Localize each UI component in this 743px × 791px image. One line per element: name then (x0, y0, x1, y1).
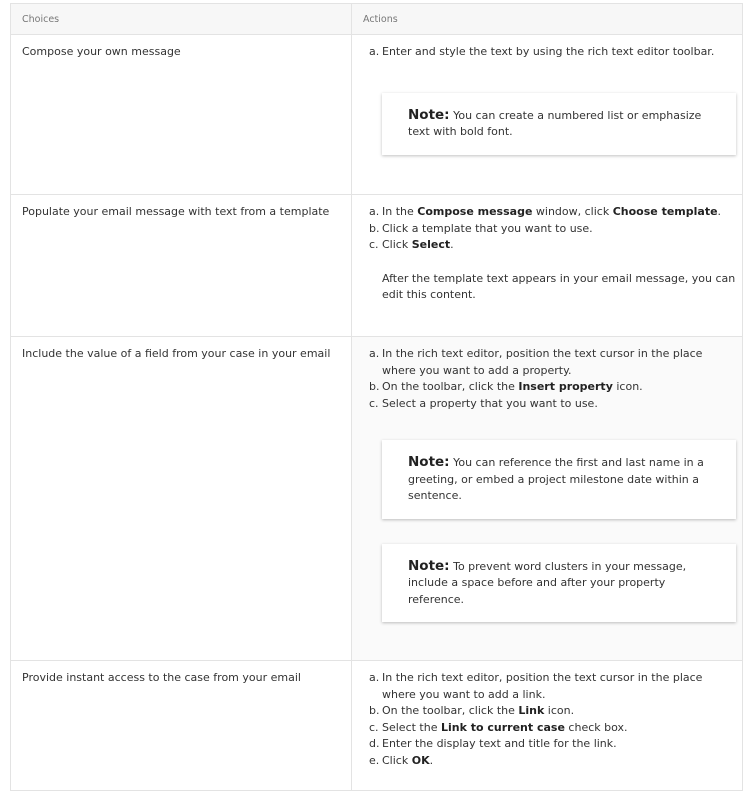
steps-list (369, 44, 736, 61)
note-label: Note: (408, 106, 450, 123)
step-item (369, 753, 736, 770)
note-text: To prevent word clusters in your message, include a space before and after your property reference. (408, 559, 687, 606)
step-marker: d. (369, 737, 380, 750)
step-text: On the toolbar, click the (382, 380, 519, 393)
step-marker: c. (369, 720, 379, 734)
table-row (11, 337, 743, 661)
choice-cell: Compose your own message (11, 35, 352, 195)
step-marker: a. (369, 347, 380, 360)
step-text: window, click (532, 205, 613, 218)
actions-cell (352, 661, 743, 791)
table-row (11, 35, 743, 195)
step-text: icon. (612, 380, 643, 393)
step-item (369, 237, 736, 254)
table-row (11, 195, 743, 337)
step-text: Select a property that you want to use. (382, 396, 598, 410)
step-marker: c. (369, 238, 379, 251)
step-text: . (429, 753, 434, 767)
actions-cell (352, 337, 743, 661)
step-marker: e. (369, 753, 380, 767)
ui-term: Select (411, 238, 451, 251)
note-label: Note: (408, 454, 450, 470)
step-item (369, 736, 736, 753)
step-marker: b. (369, 221, 380, 235)
step-text: check box. (564, 720, 628, 734)
header-actions: Actions (352, 4, 743, 35)
step-marker: b. (369, 380, 380, 393)
ui-term: Insert property (518, 380, 613, 393)
table-row (11, 661, 743, 791)
step-item (369, 346, 736, 379)
ui-term: OK (411, 753, 430, 767)
step-item (369, 379, 736, 396)
step-text: Enter and style the text by using the rich text editor toolbar. (382, 45, 715, 58)
choices-actions-table (10, 3, 743, 791)
actions-cell (352, 195, 743, 337)
step-item (369, 44, 736, 61)
choice-cell: Populate your email message with text from a template (11, 195, 352, 337)
step-text: In the (382, 205, 418, 218)
note-text: You can reference the first and last name in a greeting, or embed a project milestone date within a sentence. (408, 456, 704, 502)
step-text: . (717, 205, 722, 218)
step-text: In the rich text editor, position the text cursor in the place where you want to add a property. (382, 347, 703, 377)
step-marker: b. (369, 704, 380, 717)
step-text: Click (382, 238, 412, 251)
step-item (369, 204, 736, 221)
ui-term: Link (518, 704, 545, 717)
choice-cell: Provide instant access to the case from your email (11, 661, 352, 791)
steps-list (369, 346, 736, 412)
choice-cell: Include the value of a field from your case in your email (11, 337, 352, 661)
step-item (369, 703, 736, 720)
header-choices: Choices (11, 4, 352, 35)
note-box (382, 544, 736, 623)
step-marker: a. (369, 45, 380, 58)
step-item (369, 720, 736, 737)
ui-term: Compose message (417, 205, 533, 218)
ui-term: Link to current case (440, 720, 565, 734)
note-label: Note: (408, 557, 450, 574)
step-text: icon. (544, 704, 575, 717)
note-box (382, 440, 736, 519)
step-text: In the rich text editor, position the text cursor in the place where you want to add a link. (382, 671, 703, 701)
table-header-row (11, 4, 743, 35)
steps-list (369, 670, 736, 769)
step-text: Enter the display text and title for the link. (382, 737, 617, 750)
note-box (382, 93, 736, 155)
step-marker: c. (369, 396, 379, 410)
step-marker: a. (369, 671, 380, 684)
actions-cell (352, 35, 743, 195)
step-text: Click a template that you want to use. (382, 221, 593, 235)
step-item (369, 396, 736, 413)
note-text: You can create a numbered list or emphasize text with bold font. (408, 108, 702, 138)
step-marker: a. (369, 205, 380, 218)
step-text: On the toolbar, click the (382, 704, 519, 717)
step-item (369, 670, 736, 703)
step-item (369, 221, 736, 238)
step-text: Select the (382, 720, 441, 734)
step-text: . (450, 238, 454, 251)
ui-term: Choose template (612, 205, 718, 218)
step-text: Click (382, 753, 412, 767)
after-text: After the template text appears in your email message, you can edit this content. (382, 271, 736, 301)
steps-list (369, 204, 736, 254)
